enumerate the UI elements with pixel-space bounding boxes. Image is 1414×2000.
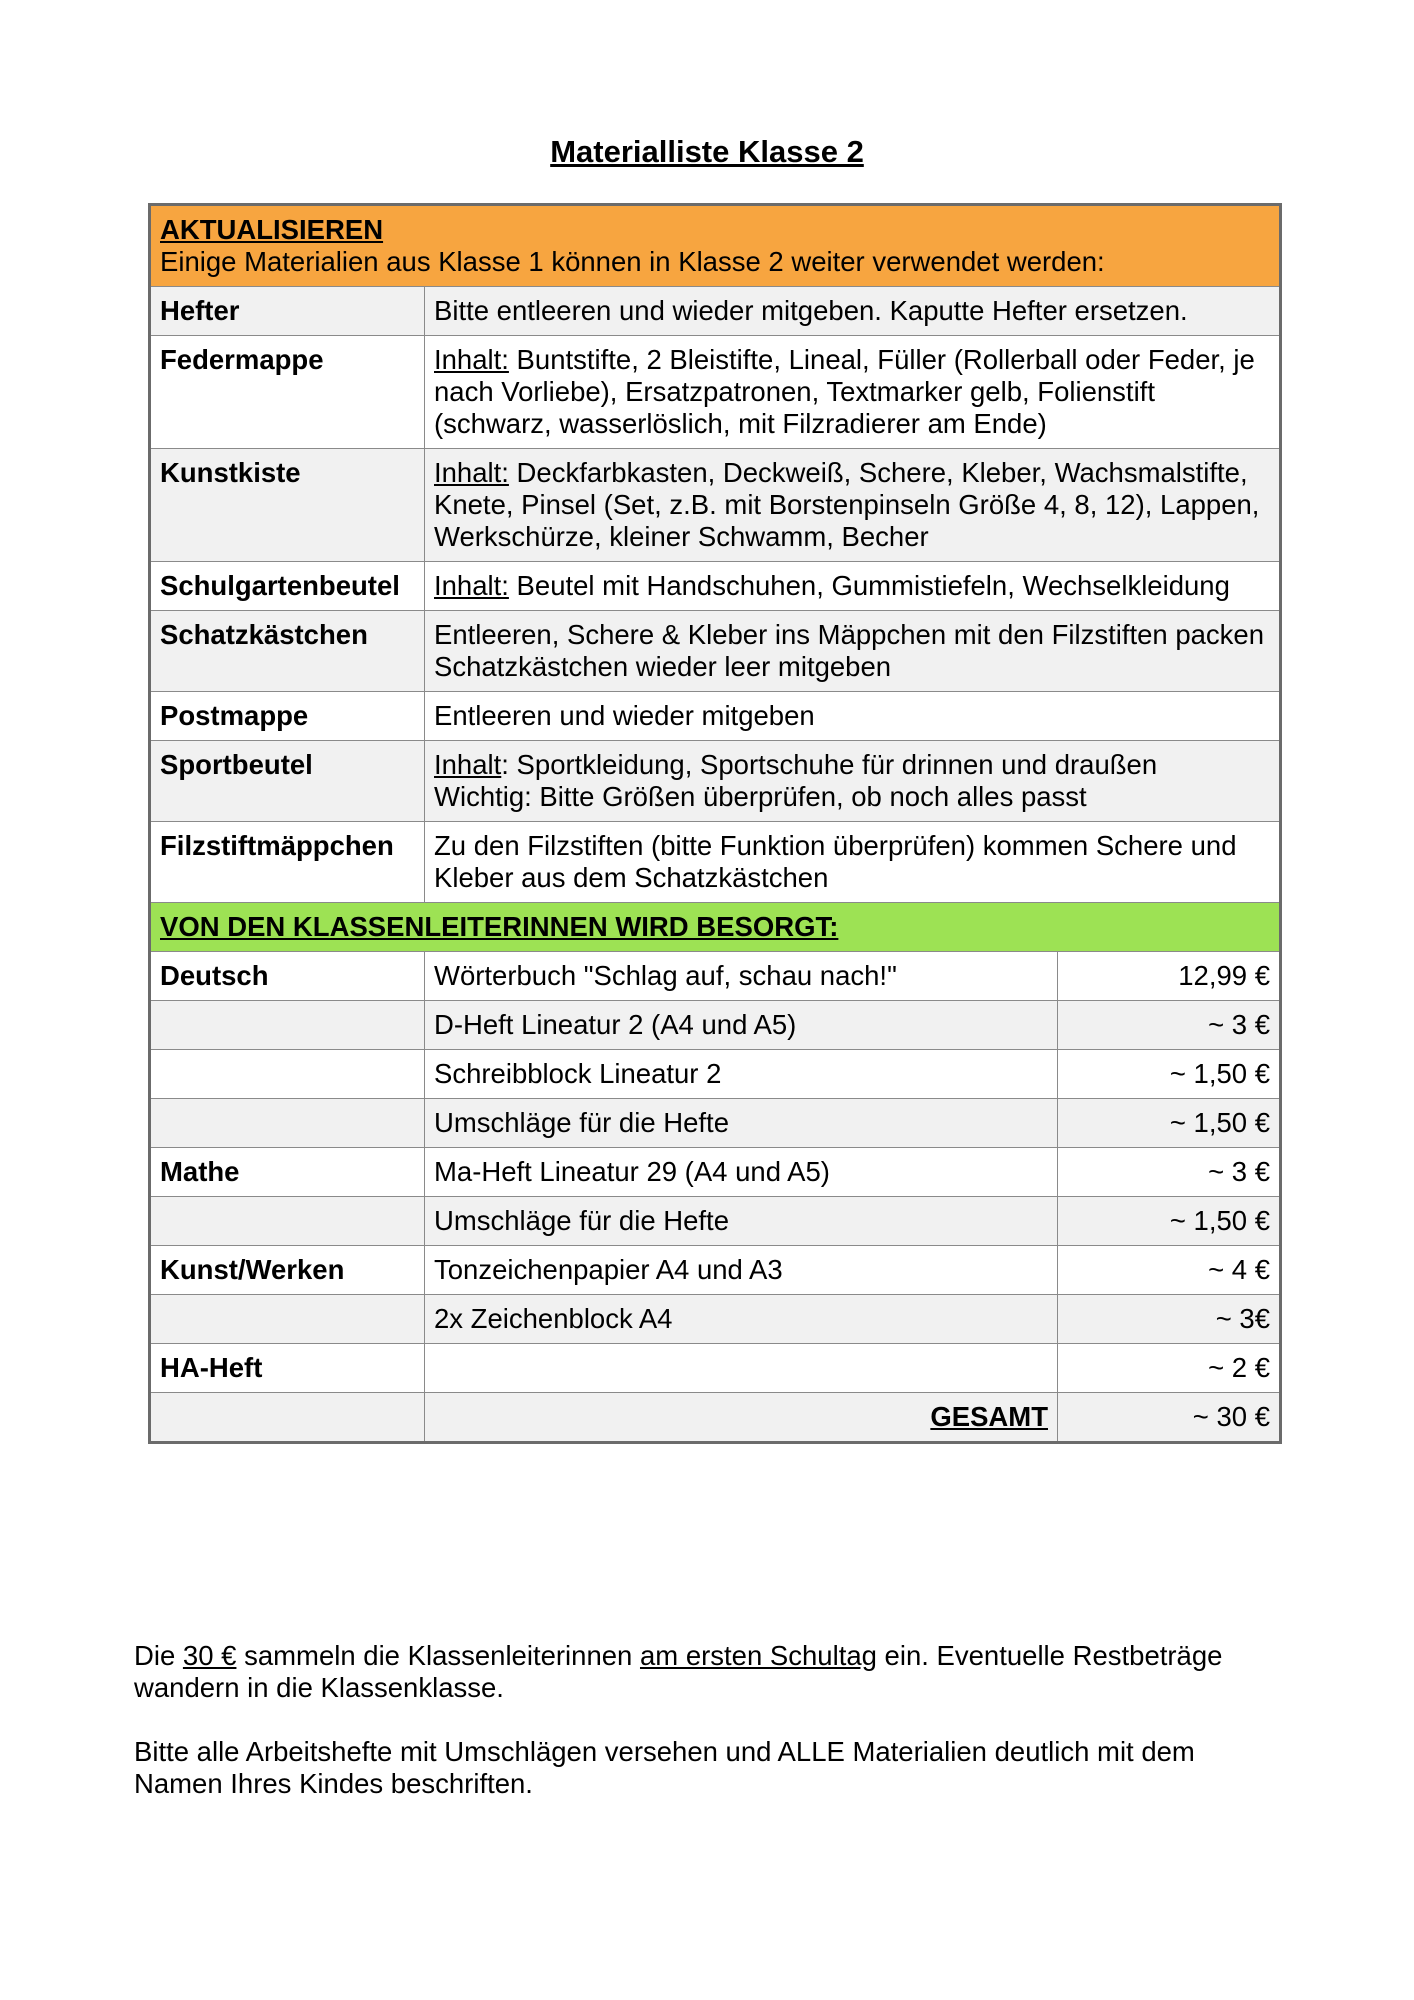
item-cell: Ma-Heft Lineatur 29 (A4 und A5)	[425, 1148, 1058, 1197]
item-cell: Tonzeichenpapier A4 und A3	[425, 1246, 1058, 1295]
note-labels: Bitte alle Arbeitshefte mit Umschlägen versehen und ALLE Materialien deutlich mit dem Namen Ihres Kindes beschriften.	[134, 1736, 1195, 1799]
table-row	[150, 336, 1281, 449]
subject-cell: Deutsch	[150, 952, 425, 1001]
item-cell: Schreibblock Lineatur 2	[425, 1050, 1058, 1099]
update-header	[150, 205, 1281, 287]
table-row	[150, 822, 1281, 903]
item-text-line2: Schatzkästchen wieder leer mitgeben	[434, 651, 892, 682]
item-description	[425, 287, 1281, 336]
item-name: Schulgartenbeutel	[150, 562, 425, 611]
item-name: Kunstkiste	[150, 449, 425, 562]
item-text: Deckfarbkasten, Deckweiß, Schere, Kleber, Wachsmalstifte, Knete, Pinsel (Set, z.B. mit Borstenpinseln Größe 4, 8, 12), Lappen, Werkschürze, kleiner Schwamm, Becher	[434, 457, 1260, 552]
note-collection	[134, 1640, 1284, 1704]
table-row	[150, 1099, 1281, 1148]
total-row	[150, 1393, 1281, 1443]
item-text: Beutel mit Handschuhen, Gummistiefeln, Wechselkleidung	[508, 570, 1230, 601]
table-row	[150, 287, 1281, 336]
item-prefix: Inhalt:	[434, 344, 509, 375]
price-cell: ~ 1,50 €	[1058, 1050, 1281, 1099]
subject-cell	[150, 1295, 425, 1344]
item-text: Entleeren, Schere & Kleber ins Mäppchen mit den Filzstiften packen	[434, 619, 1265, 650]
price-cell: ~ 4 €	[1058, 1246, 1281, 1295]
item-name: Postmappe	[150, 692, 425, 741]
subject-cell: Mathe	[150, 1148, 425, 1197]
table-row	[150, 562, 1281, 611]
notes	[134, 1640, 1284, 1832]
item-text: Buntstifte, 2 Bleistifte, Lineal, Füller (Rollerball oder Feder, je nach Vorliebe), Ersatzpatronen, Textmarker gelb, Folienstift (schwarz, wasserlöslich, mit Filzradierer am Ende)	[434, 344, 1255, 439]
item-cell: Umschläge für die Hefte	[425, 1197, 1058, 1246]
total-value: ~ 30 €	[1058, 1393, 1281, 1443]
update-section-subtitle: Einige Materialien aus Klasse 1 können in Klasse 2 weiter verwendet werden:	[160, 246, 1105, 277]
item-description	[425, 449, 1281, 562]
table-row	[150, 1001, 1281, 1050]
price-cell: ~ 2 €	[1058, 1344, 1281, 1393]
item-cell: 2x Zeichenblock A4	[425, 1295, 1058, 1344]
item-cell: D-Heft Lineatur 2 (A4 und A5)	[425, 1001, 1058, 1050]
item-description	[425, 336, 1281, 449]
note-amount: 30 €	[182, 1640, 237, 1671]
table-row	[150, 1050, 1281, 1099]
subject-cell	[150, 1099, 425, 1148]
item-text-line2: Wichtig: Bitte Größen überprüfen, ob noch alles passt	[434, 781, 1087, 812]
table-row	[150, 1197, 1281, 1246]
materials-table	[148, 203, 1282, 1444]
purchase-section-title: VON DEN KLASSENLEITERINNEN WIRD BESORGT:	[150, 903, 1281, 952]
item-text: Zu den Filzstiften (bitte Funktion überprüfen) kommen Schere und Kleber aus dem Schatzkästchen	[434, 830, 1237, 893]
item-prefix: Inhalt:	[434, 457, 509, 488]
item-description	[425, 562, 1281, 611]
note-text: Die	[134, 1640, 183, 1671]
total-empty-cell	[150, 1393, 425, 1443]
table-row	[150, 1148, 1281, 1197]
note-text: ein. Eventuelle Restbeträge wandern in die Klassenklasse.	[134, 1640, 1223, 1703]
update-section-title: AKTUALISIEREN	[160, 214, 384, 245]
price-cell: 12,99 €	[1058, 952, 1281, 1001]
table-row	[150, 449, 1281, 562]
item-name: Filzstiftmäppchen	[150, 822, 425, 903]
price-cell: ~ 3 €	[1058, 1148, 1281, 1197]
table-row	[150, 952, 1281, 1001]
update-header-row	[150, 205, 1281, 287]
item-description	[425, 692, 1281, 741]
table-row	[150, 611, 1281, 692]
item-prefix: Inhalt	[434, 749, 502, 780]
item-text: Bitte entleeren und wieder mitgeben. Kaputte Hefter ersetzen.	[434, 295, 1188, 326]
purchase-header-row	[150, 903, 1281, 952]
item-cell: Wörterbuch "Schlag auf, schau nach!"	[425, 952, 1058, 1001]
subject-cell: HA-Heft	[150, 1344, 425, 1393]
note-text: sammeln die Klassenleiterinnen	[236, 1640, 640, 1671]
price-cell: ~ 1,50 €	[1058, 1197, 1281, 1246]
price-cell: ~ 1,50 €	[1058, 1099, 1281, 1148]
price-cell: ~ 3€	[1058, 1295, 1281, 1344]
note-day: am ersten Schultag	[639, 1640, 877, 1671]
subject-cell	[150, 1197, 425, 1246]
item-description	[425, 611, 1281, 692]
table-row	[150, 741, 1281, 822]
table-row	[150, 1344, 1281, 1393]
subject-cell	[150, 1050, 425, 1099]
item-text: Entleeren und wieder mitgeben	[434, 700, 815, 731]
table-row	[150, 1295, 1281, 1344]
price-cell: ~ 3 €	[1058, 1001, 1281, 1050]
item-description	[425, 822, 1281, 903]
subject-cell: Kunst/Werken	[150, 1246, 425, 1295]
item-description	[425, 741, 1281, 822]
item-name: Hefter	[150, 287, 425, 336]
table-row	[150, 692, 1281, 741]
item-cell	[425, 1344, 1058, 1393]
item-name: Federmappe	[150, 336, 425, 449]
page-title: Materialliste Klasse 2	[550, 134, 864, 169]
item-name: Sportbeutel	[150, 741, 425, 822]
item-prefix: Inhalt:	[434, 570, 509, 601]
item-cell: Umschläge für die Hefte	[425, 1099, 1058, 1148]
total-label: GESAMT	[425, 1393, 1058, 1443]
subject-cell	[150, 1001, 425, 1050]
item-name: Schatzkästchen	[150, 611, 425, 692]
table-row	[150, 1246, 1281, 1295]
item-text: : Sportkleidung, Sportschuhe für drinnen und draußen	[501, 749, 1158, 780]
